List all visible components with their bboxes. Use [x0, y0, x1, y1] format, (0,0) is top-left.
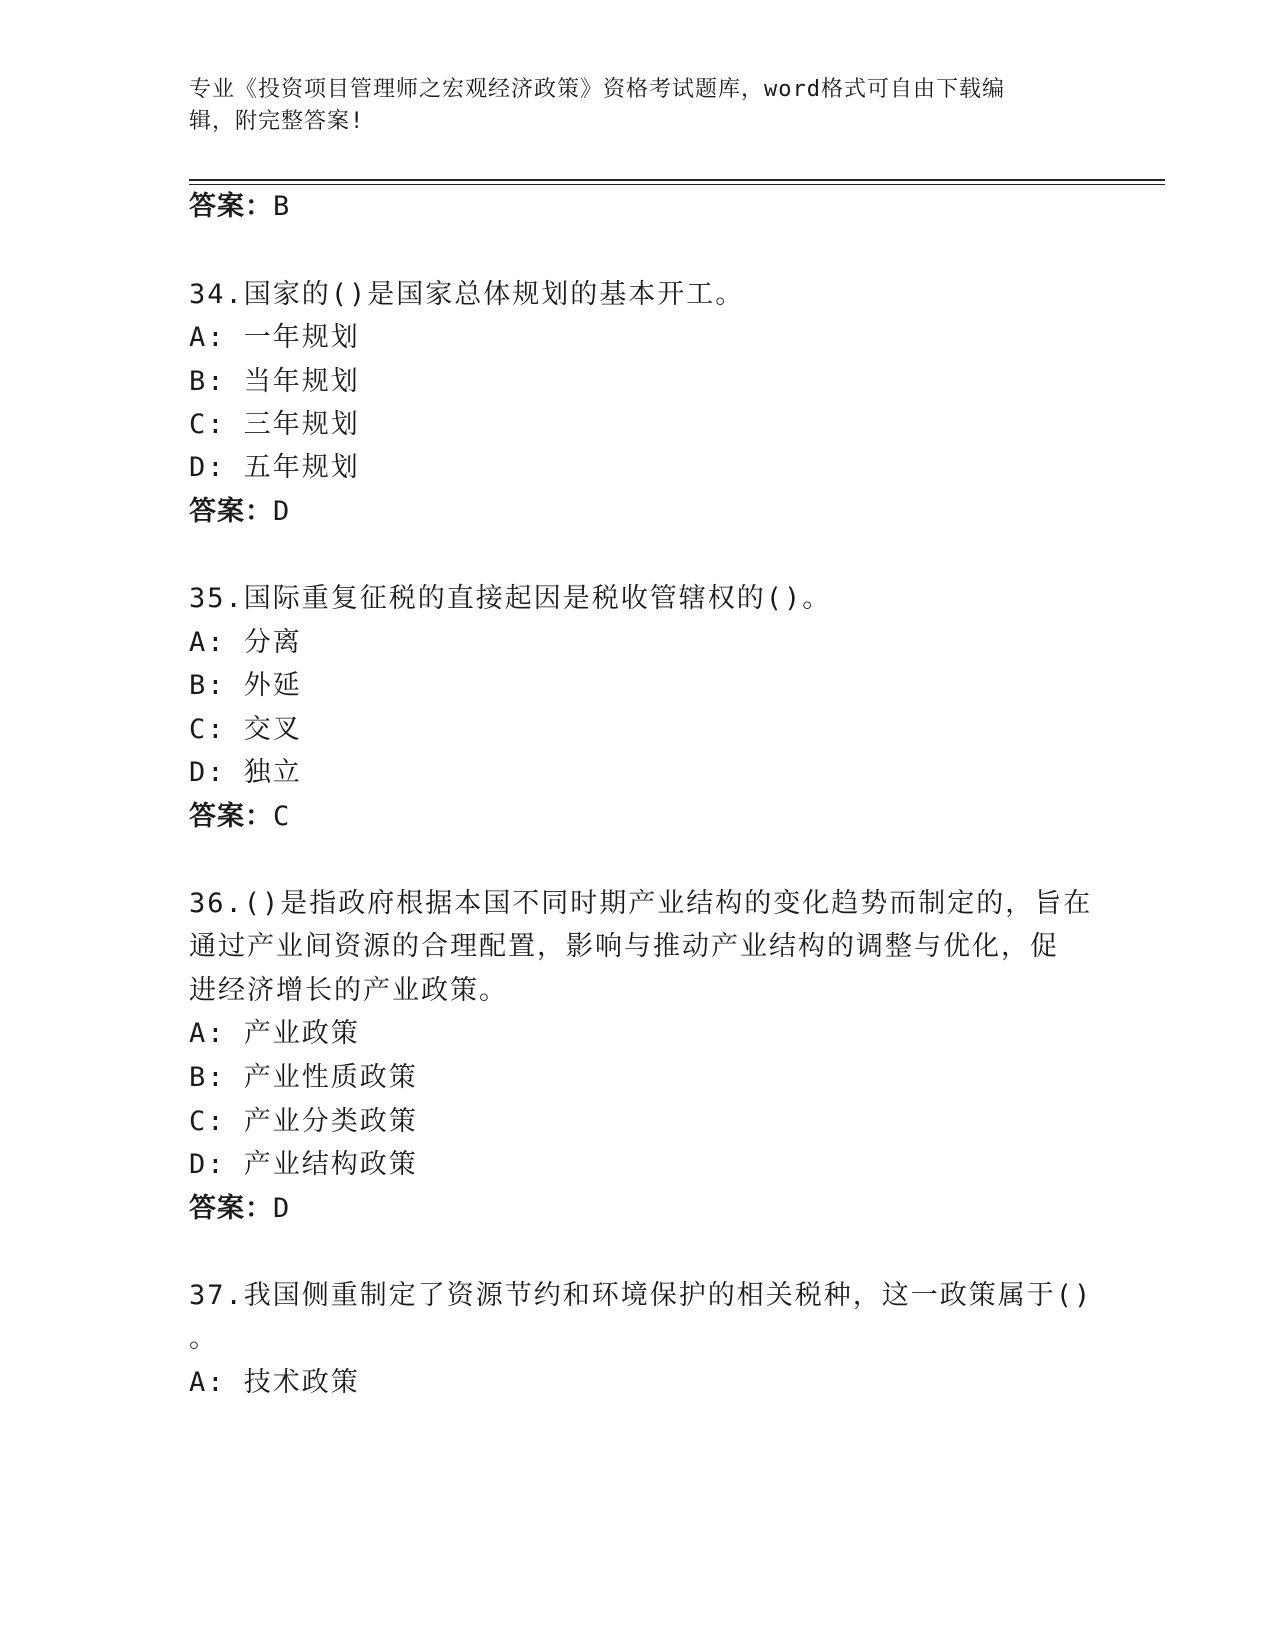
option-a: A: 一年规划 — [189, 322, 360, 353]
answer-line — [189, 495, 290, 529]
option-a: A: 分离 — [189, 627, 302, 658]
answer-value: D — [273, 1193, 291, 1224]
option-c: C: 产业分类政策 — [189, 1106, 418, 1137]
question-stem: 进经济增长的产业政策。 — [189, 975, 508, 1006]
option-d: D: 独立 — [189, 757, 302, 788]
answer-line — [189, 190, 290, 224]
answer-value: C — [273, 801, 291, 832]
header-divider — [189, 179, 1165, 181]
option-d: D: 产业结构政策 — [189, 1149, 418, 1180]
header-line-1: 专业《投资项目管理师之宏观经济政策》资格考试题库，word格式可自由下载编 — [189, 77, 1005, 102]
answer-label: 答案： — [189, 801, 273, 832]
option-c: C: 三年规划 — [189, 409, 360, 440]
answer-label: 答案： — [189, 191, 273, 222]
question-stem: 37.我国侧重制定了资源节约和环境保护的相关税种，这一政策属于() — [189, 1280, 1093, 1311]
question-stem: 34.国家的()是国家总体规划的基本开工。 — [189, 279, 745, 310]
option-a: A: 产业政策 — [189, 1018, 360, 1049]
header-line-2: 辑，附完整答案! — [189, 109, 365, 134]
option-d: D: 五年规划 — [189, 452, 360, 483]
answer-value: D — [273, 496, 291, 527]
answer-label: 答案： — [189, 1193, 273, 1224]
answer-line — [189, 800, 290, 834]
question-stem: 通过产业间资源的合理配置，影响与推动产业结构的调整与优化，促 — [189, 931, 1059, 962]
question-stem: 36.()是指政府根据本国不同时期产业结构的变化趋势而制定的，旨在 — [189, 888, 1093, 919]
answer-label: 答案： — [189, 496, 273, 527]
answer-line — [189, 1192, 290, 1226]
option-c: C: 交叉 — [189, 714, 302, 745]
answer-value: B — [273, 191, 291, 222]
option-b: B: 当年规划 — [189, 366, 360, 397]
option-a: A: 技术政策 — [189, 1367, 360, 1398]
header-divider-thin — [189, 184, 1165, 185]
question-stem: 35.国际重复征税的直接起因是税收管辖权的()。 — [189, 583, 832, 614]
document-header — [189, 74, 1089, 138]
option-b: B: 产业性质政策 — [189, 1062, 418, 1093]
question-stem: 。 — [189, 1323, 218, 1354]
option-b: B: 外延 — [189, 670, 302, 701]
